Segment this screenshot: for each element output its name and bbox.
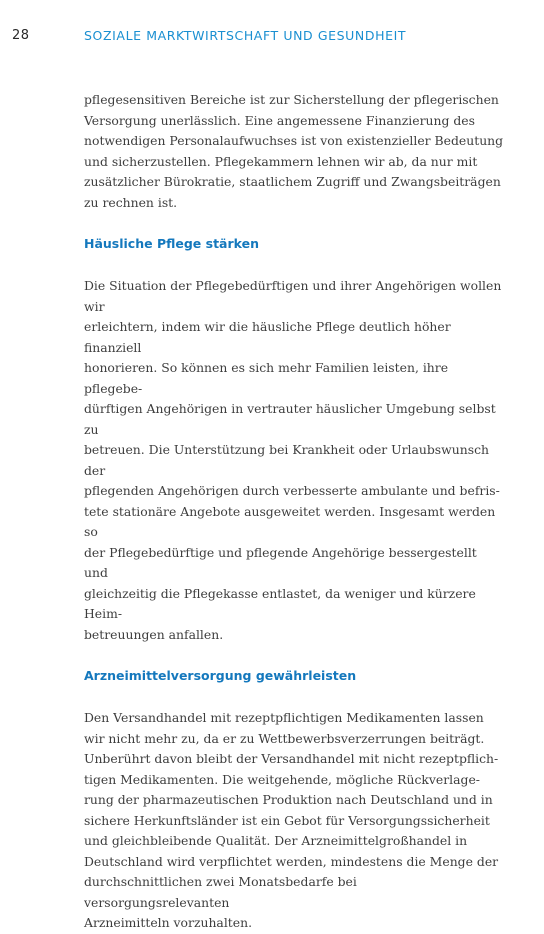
document-body (84, 90, 504, 934)
text-line: Versorgung unerlässlich. Eine angemessene Finanzierung des (84, 112, 475, 128)
text-line: und gleichbleibende Qualität. Der Arzneimittelgroßhandel in (84, 833, 468, 848)
section-heading-arzneimittelversorgung: Arzneimittelversorgung gewährleisten (84, 668, 357, 683)
running-header-title: SOZIALE MARKTWIRTSCHAFT UND GESUNDHEIT (84, 28, 407, 43)
text-line: pflegenden Angehörigen durch verbesserte ambulante und befris- (84, 483, 500, 498)
section-heading-haeusliche-pflege: Häusliche Pflege stärken (84, 236, 259, 251)
text-line: und sicherzustellen. Pflegekammern lehnen wir ab, da nur mit (84, 153, 478, 169)
text-line: honorieren. So können es sich mehr Familien leisten, ihre pflegebe- (84, 360, 449, 396)
text-line: der Pflegebedürftige und pflegende Angehörige bessergestellt und (84, 544, 477, 580)
text-line: zusätzlicher Bürokratie, staatlichem Zugriff und Zwangsbeiträgen (84, 174, 501, 189)
text-line: durchschnittlichen zwei Monatsbedarfe bei versorgungsrelevanten (84, 874, 357, 910)
text-line: notwendigen Personalaufwuchses ist von existenzieller Bedeutung (84, 133, 504, 148)
text-line: gleichzeitig die Pflegekasse entlastet, da weniger und kürzere Heim- (84, 585, 476, 621)
paragraph-haeusliche-pflege (84, 276, 504, 645)
text-line: Die Situation der Pflegebedürftigen und ihrer Angehörigen wollen wir (84, 278, 502, 314)
text-line: dürftigen Angehörigen in vertrauter häuslicher Umgebung selbst zu (84, 401, 496, 437)
text-line: sichere Herkunftsländer ist ein Gebot für Versorgungssicherheit (84, 812, 490, 828)
text-line: Unberührt davon bleibt der Versandhandel mit nicht rezeptpflich- (84, 751, 499, 766)
text-line: erleichtern, indem wir die häusliche Pflege deutlich höher finanziell (84, 319, 451, 355)
text-line: pflegesensitiven Bereiche ist zur Sicherstellung der pflegerischen (84, 92, 499, 107)
paragraph-continuation (84, 90, 504, 213)
page-number: 28 (12, 28, 30, 43)
text-line: Den Versandhandel mit rezeptpflichtigen Medikamenten lassen (84, 710, 484, 725)
text-line: tigen Medikamenten. Die weitgehende, mögliche Rückverlage- (84, 771, 480, 787)
text-line: tete stationäre Angebote ausgeweitet werden. Insgesamt werden so (84, 503, 496, 539)
text-line: zu rechnen ist. (84, 194, 178, 210)
text-line: Deutschland wird verpflichtet werden, mindestens die Menge der (84, 853, 499, 869)
text-line: betreuungen anfallen. (84, 626, 224, 642)
text-line: betreuen. Die Unterstützung bei Krankheit oder Urlaubswunsch der (84, 442, 489, 478)
text-line: wir nicht mehr zu, da er zu Wettbewerbsverzerrungen beiträgt. (84, 730, 485, 746)
text-line: rung der pharmazeutischen Produktion nach Deutschland und in (84, 792, 493, 807)
paragraph-arzneimittelversorgung (84, 708, 504, 934)
text-line: Arzneimitteln vorzuhalten. (84, 915, 253, 930)
